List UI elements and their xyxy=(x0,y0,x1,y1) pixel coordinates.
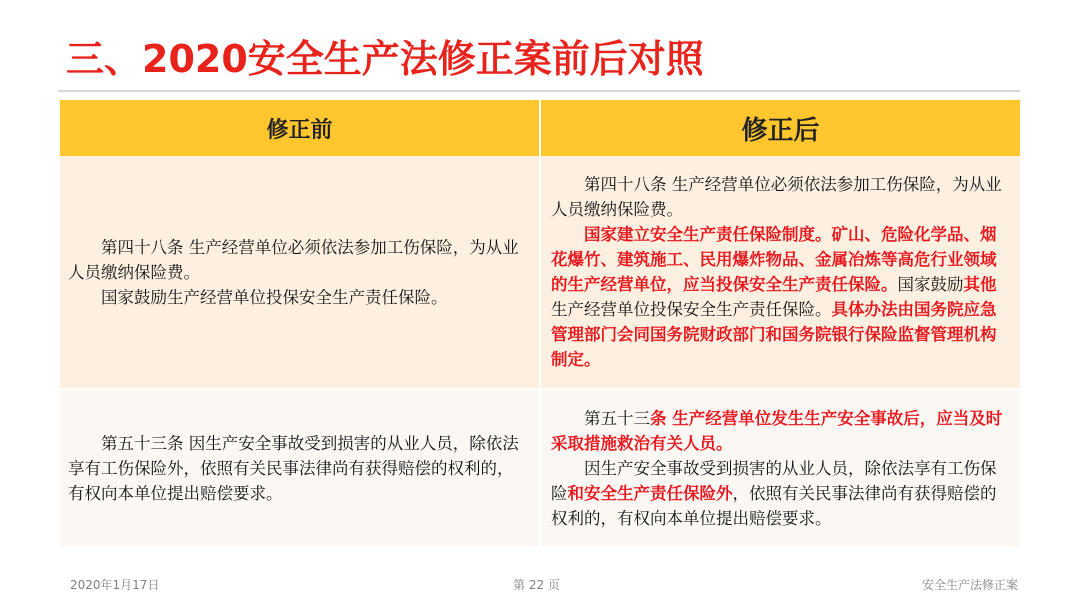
article48-before-p1: 第四十八条 生产经营单位必须依法参加工伤保险，为从业人员缴纳保险费。 xyxy=(68,237,519,282)
cell-article48-before xyxy=(60,156,540,389)
table-row xyxy=(60,389,1020,546)
unchanged-text: ，依照有关民事法律尚有获得赔偿的权利的，有权向本单位提出赔偿要求。 xyxy=(551,483,997,528)
cell-article48-after xyxy=(540,156,1020,389)
amended-text: 和安全生产责任保险外 xyxy=(567,483,733,503)
amended-text: 条 生产经营单位发生生产安全事故后，应当及时采取措施救治有关人员。 xyxy=(551,408,1003,453)
cell-article53-before xyxy=(60,389,540,546)
header-after: 修正后 xyxy=(540,100,1020,156)
table-row xyxy=(60,156,1020,389)
article48-before-p2: 国家鼓励生产经营单位投保安全生产责任保险。 xyxy=(101,287,448,307)
article53-after-p2 xyxy=(551,456,1010,531)
article48-after-p2 xyxy=(551,222,1010,372)
article53-after-p1 xyxy=(551,406,1010,456)
title-divider xyxy=(58,90,1020,92)
cell-article53-after xyxy=(540,389,1020,546)
slide-title: 三、2020安全生产法修正案前后对照 xyxy=(66,37,704,81)
header-before: 修正前 xyxy=(60,100,540,156)
unchanged-text: 国家鼓励 xyxy=(897,275,964,294)
table-header-row xyxy=(60,100,1020,156)
unchanged-text: 生产经营单位投保安全生产责任保险。 xyxy=(551,300,832,319)
comparison-table xyxy=(60,100,1020,546)
article48-after-p1: 第四十八条 生产经营单位必须依法参加工伤保险，为从业人员缴纳保险费。 xyxy=(551,175,1002,219)
footer-page-number: 第 22 页 xyxy=(513,578,560,592)
footer-date: 2020年1月17日 xyxy=(70,578,160,592)
unchanged-text: 第五十三 xyxy=(584,408,650,428)
footer-document-name: 安全生产法修正案 xyxy=(921,578,1018,592)
article53-before-p1: 第五十三条 因生产安全事故受到损害的从业人员，除依法享有工伤保险外，依照有关民事法律尚有获得赔偿的权利的，有权向本单位提出赔偿要求。 xyxy=(68,433,519,503)
unchanged-text: 因生产安全事故受到损害的从业人员，除依法享有工伤保险 xyxy=(551,458,997,503)
amended-text: 具体办法由国务院应急管理部门会同国务院财政部门和国务院银行保险监督管理机构制定。 xyxy=(551,300,997,369)
amended-text: 国家建立安全生产责任保险制度。矿山、危险化学品、烟花爆竹、建筑施工、民用爆炸物品、金属冶炼等高危行业领域的生产经营单位，应当投保安全生产责任保险。 xyxy=(551,225,997,294)
amended-text: 其他 xyxy=(963,275,997,294)
